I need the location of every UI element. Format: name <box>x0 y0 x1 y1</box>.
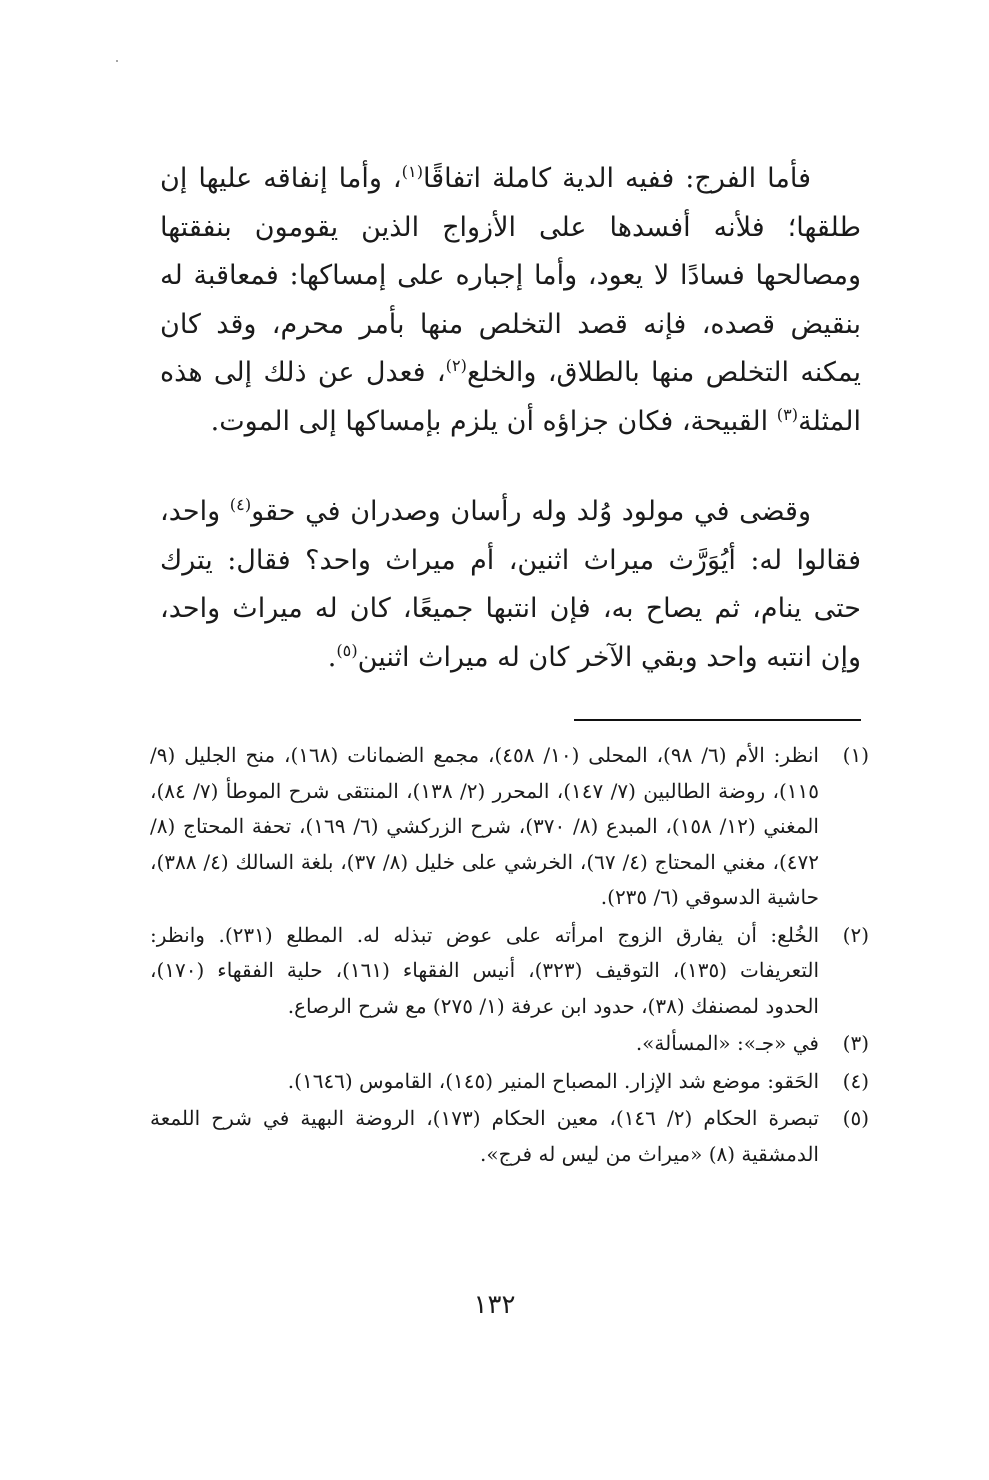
footnote-2 <box>150 918 869 1025</box>
footnote-ref-4[interactable]: (٤) <box>229 495 252 514</box>
footnote-number: (٢) <box>842 922 869 947</box>
main-paragraph-1 <box>160 155 861 446</box>
footnote-ref-5[interactable]: (٥) <box>336 640 358 660</box>
footnote-text: تبصرة الحكام (٢/ ١٤٦)، معين الحكام (١٧٣)، الروضة البهية في شرح اللمعة الدمشقية (٨) «ميراث من ليس له فرج». <box>150 1106 819 1166</box>
footnote-number: (١) <box>842 743 869 767</box>
scan-speck <box>116 60 118 62</box>
text-run: واحد، فقالوا له: أيُوَرَّث ميراث اثنين، أم ميراث واحد؟ فقال: يترك حتى ينام، ثم يصاح به، فإن انتبها جميعًا، كان له ميراث واحد، وإن انتبه واحد وبقي الآخر كان له ميراث اثنين <box>160 496 861 673</box>
footnote-ref-2[interactable]: (٢) <box>445 356 467 375</box>
text-run: ، وأما إنفاقه عليها إن طلقها؛ فلأنه أفسدها على الأزواج الذين يقومون بنفقتها ومصالحها فسادًا لا يعود، وأما إجباره على إمساكها: فمعاقبة له بنقيض قصده، فإنه قصد التخلص منها بأمر محرم، وقد كان يمكنه التخلص منها بالطلاق، والخلع <box>160 163 861 388</box>
footnote-text: انظر: الأم (٦/ ٩٨)، المحلى (١٠/ ٤٥٨)، مجمع الضمانات (١٦٨)، منح الجليل (٩/ ١١٥)، روضة الطالبين (٧/ ١٤٧)، المحرر (٢/ ١٣٨)، المنتقى شرح الموطأ (٧/ ٨٤)، المغني (١٢/ ١٥٨)، المبدع (٨/ ٣٧٠)، شرح الزركشي (٦/ ١٦٩)، تحفة المحتاج (٨/ ٤٧٢)، مغني المحتاج (٤/ ٦٧)، الخرشي على خليل (٨/ ٣٧)، بلغة السالك (٤/ ٣٨٨)، حاشية الدسوقي (٦/ ٢٣٥). <box>150 743 819 909</box>
paragraph-text <box>160 488 861 682</box>
footnote-4 <box>150 1064 869 1100</box>
main-paragraph-2 <box>160 488 861 682</box>
footnote-1 <box>150 738 869 916</box>
text-run: وقضى في مولود وُلد وله رأسان وصدران في حقو <box>251 496 812 527</box>
footnote-text: الخُلع: أن يفارق الزوج امرأته على عوض تبذله له. المطلع (٢٣١). وانظر: التعريفات (١٣٥)، التوقيف (٣٢٣)، أنيس الفقهاء (١٦١)، حلية الفقهاء (١٧٠)، الحدود لمصنفك (٣٨)، حدود ابن عرفة (١/ ٢٧٥) مع شرح الرصاع. <box>150 922 820 1018</box>
footnote-separator <box>574 719 861 721</box>
text-run: ، فعدل عن ذلك إلى هذه المثلة <box>160 357 861 437</box>
page-number: ١٣٢ <box>473 1290 516 1320</box>
text-run: . <box>327 641 337 673</box>
footnote-number: (٣) <box>842 1031 869 1055</box>
footnote-number: (٥) <box>842 1106 869 1130</box>
footnotes-section <box>150 738 869 1174</box>
text-run: فأما الفرج: ففيه الدية كاملة اتفاقًا <box>423 163 811 194</box>
footnote-number: (٤) <box>842 1068 869 1093</box>
text-run: القبيحة، فكان جزاؤه أن يلزم بإمساكها إلى الموت. <box>210 405 777 437</box>
footnote-text: الحَقو: موضع شد الإزار. المصباح المنير (١٤٥)، القاموس (١٦٤٦). <box>287 1068 819 1093</box>
paragraph-text <box>160 155 861 446</box>
footnote-ref-1[interactable]: (١) <box>401 162 424 181</box>
footnote-3 <box>150 1026 869 1062</box>
footnote-5 <box>150 1101 869 1172</box>
footnote-ref-3[interactable]: (٣) <box>776 404 799 424</box>
footnote-text: في «جـ»: «المسألة». <box>635 1031 819 1055</box>
